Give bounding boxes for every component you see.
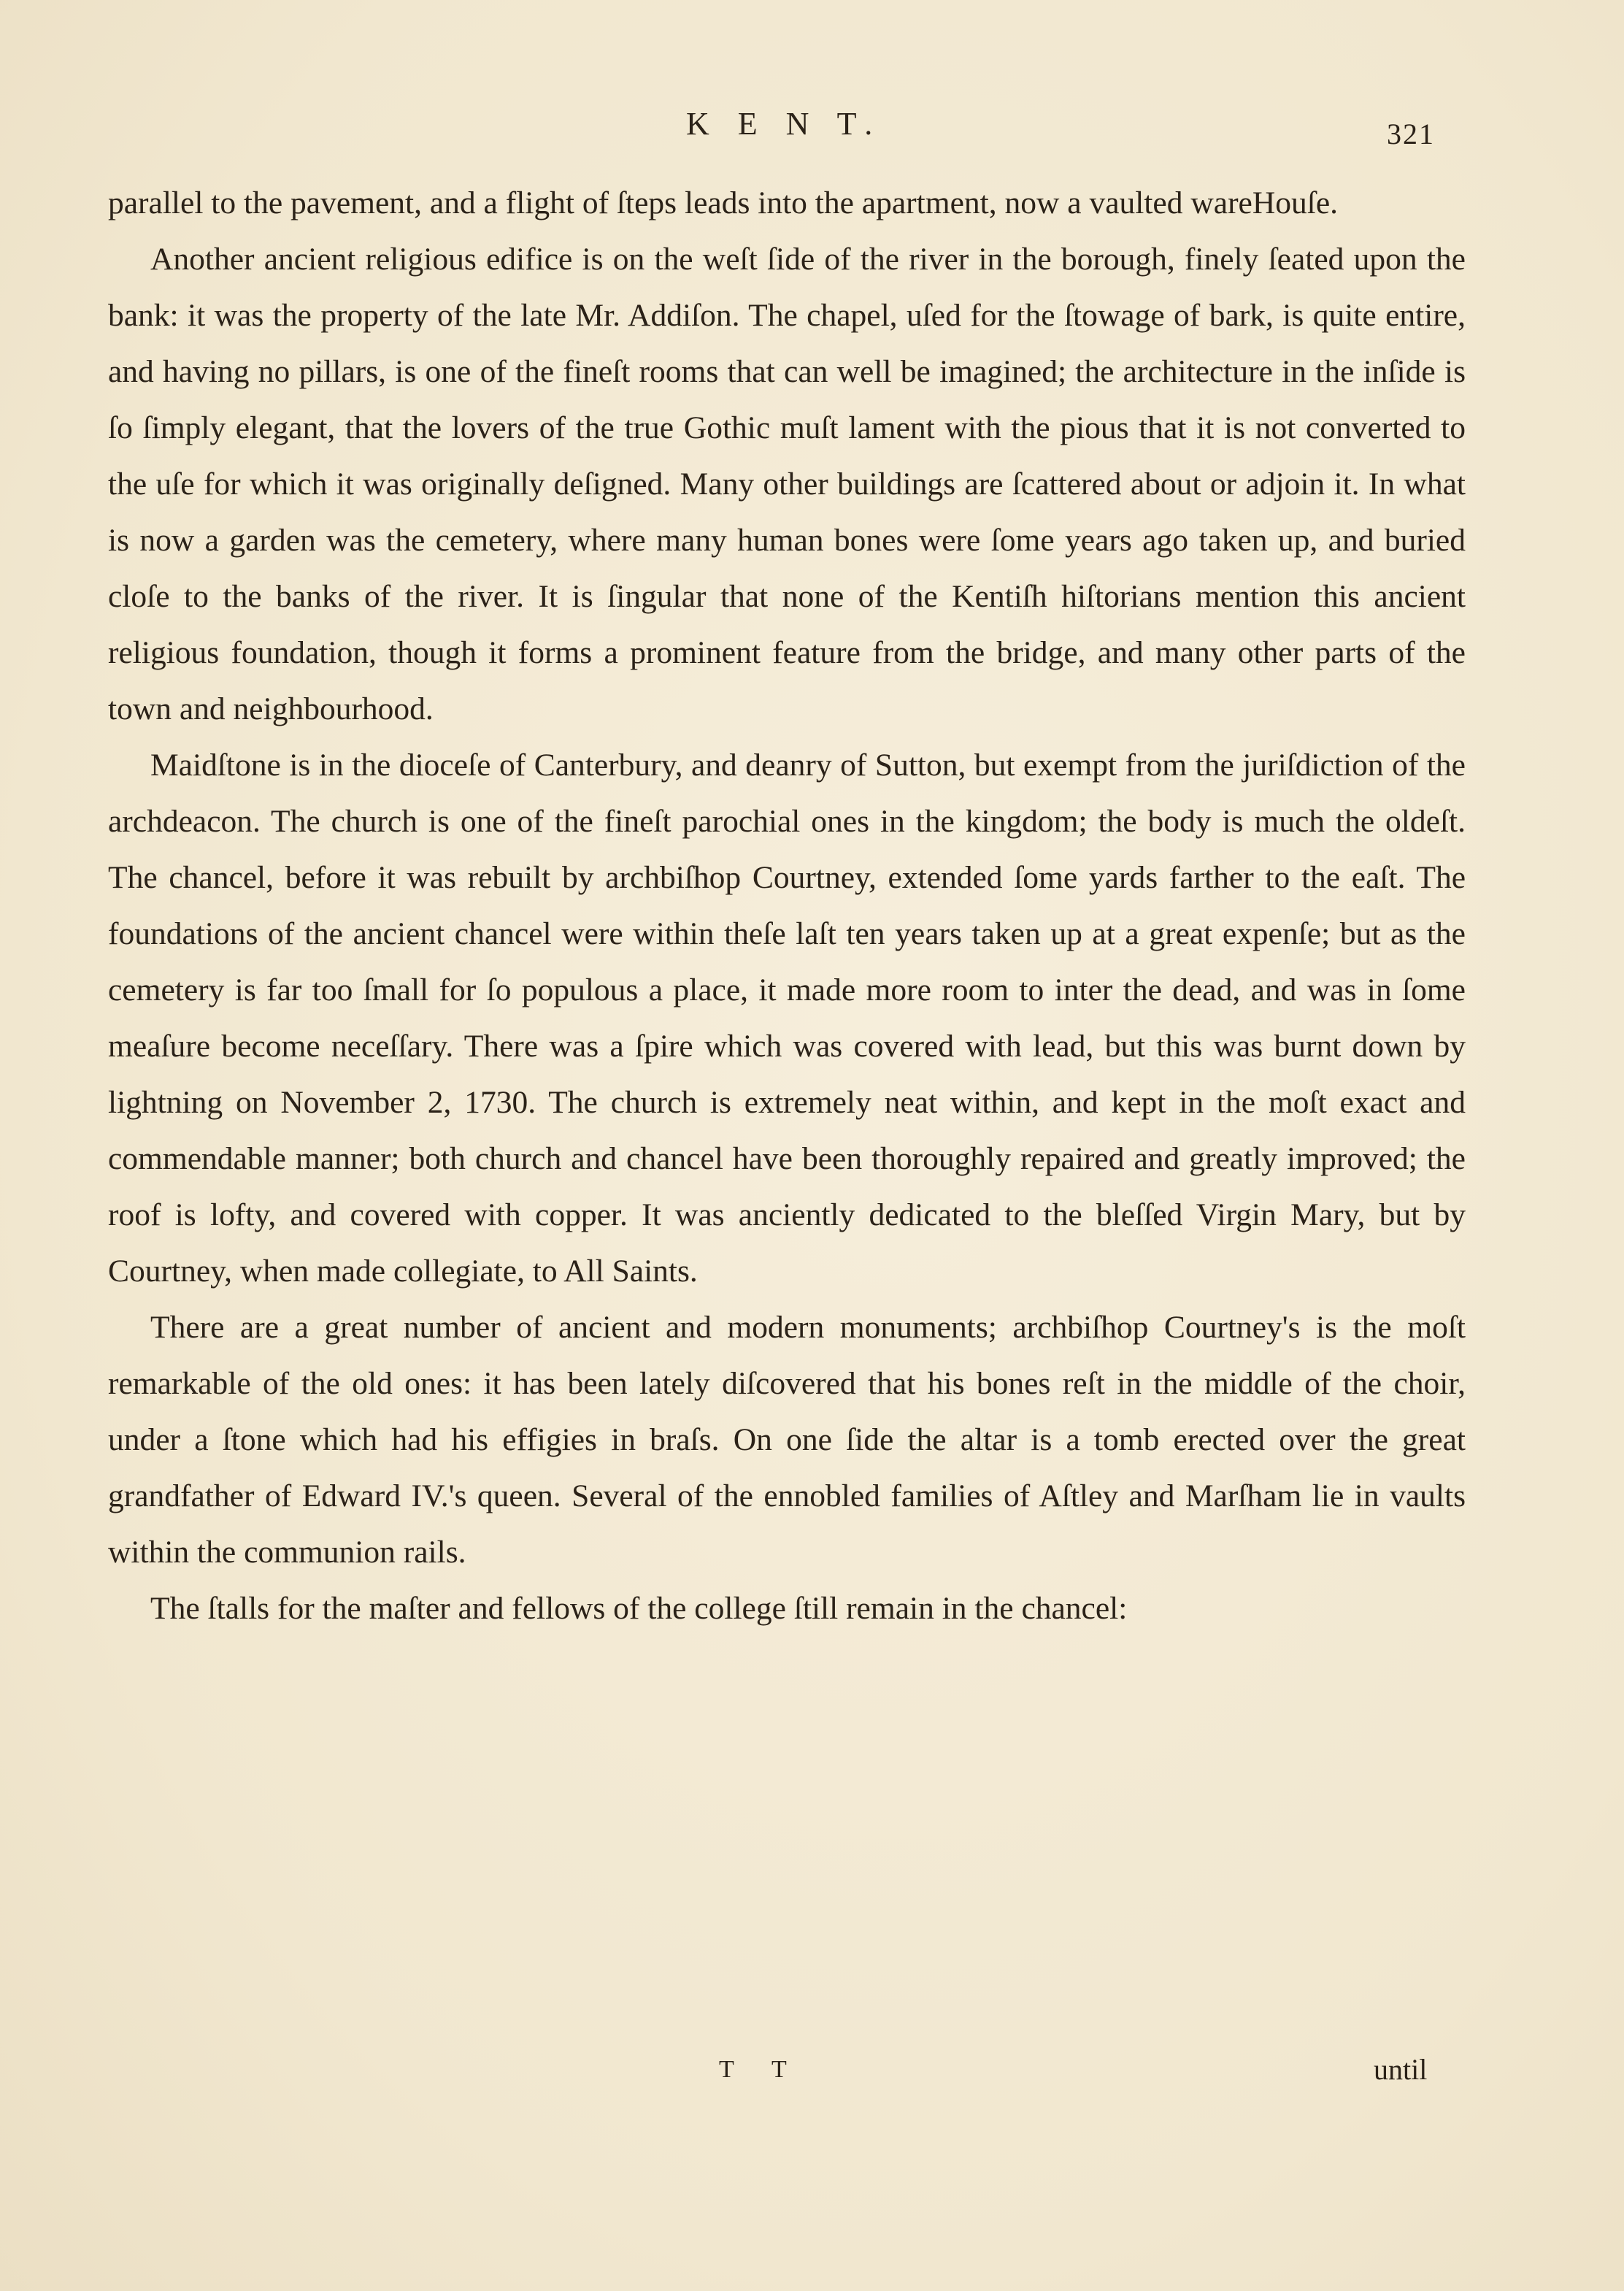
paragraph-religious-edifice: Another ancient religious edifice is on the weſt ſide of the river in the borough, finely ſeated upon the bank: it was the property of the late Mr. Addiſon. The chapel, uſed for the ſtowage of bark, is quite entire, and having no pillars, is one of the fineſt rooms that can well be imagined; the architecture in the inſide is ſo ſimply elegant, that the lovers of the true Gothic muſt lament with the pious that it is not converted to the uſe for which it was originally deſigned. Many other buildings are ſcattered about or adjoin it. In what is now a garden was the cemetery, where many human bones were ſome years ago taken up, and buried cloſe to the banks of the river. It is ſingular that none of the Kentiſh hiſtorians mention this ancient religious foundation, though it forms a prominent feature from the bridge, and many other parts of the town and neighbourhood.	[108, 242, 1466, 726]
running-title: K E N T.	[686, 106, 883, 142]
paragraph-monuments: There are a great number of ancient and modern monuments; archbiſhop Courtney's is the moſt remarkable of the old ones: it has been lately diſcovered that his bones reſt in the middle of the choir, under a ſtone which had his effigies in braſs. On one ſide the altar is a tomb erected over the great grandfather of Edward IV.'s queen. Several of the ennobled families of Aſtley and Marſham lie in vaults within the communion rails.	[108, 1310, 1466, 1570]
paragraph-maidstone-church: Maidſtone is in the dioceſe of Canterbury, and deanry of Sutton, but exempt from the juriſdiction of the archdeacon. The church is one of the fineſt parochial ones in the kingdom; the body is much the oldeſt. The chancel, before it was rebuilt by archbiſhop Courtney, extended ſome yards farther to the eaſt. The foundations of the ancient chancel were within theſe laſt ten years taken up at a great expenſe; but as the cemetery is far too ſmall for ſo populous a place, it made more room to inter the dead, and was in ſome meaſure become neceſſary. There was a ſpire which was covered with lead, but this was burnt down by lightning on November 2, 1730. The church is extremely neat within, and kept in the moſt exact and commendable manner; both church and chancel have been thoroughly repaired and greatly improved; the roof is lofty, and covered with copper. It was anciently dedicated to the bleſſed Virgin Mary, but by Courtney, when made collegiate, to All Saints.	[108, 748, 1466, 1289]
catchword: until	[1374, 2053, 1428, 2086]
running-head	[0, 102, 1624, 150]
body-text	[108, 175, 1466, 1637]
paragraph-stalls: The ſtalls for the maſter and fellows of the college ſtill remain in the chancel:	[150, 1591, 1128, 1626]
paragraph-continuation: parallel to the pavement, and a flight of ſteps leads into the apartment, now a vaulted wareHouſe.	[108, 185, 1339, 220]
page-footer	[0, 2048, 1624, 2092]
signature-mark: T T	[719, 2056, 803, 2083]
page-number: 321	[1387, 118, 1435, 150]
